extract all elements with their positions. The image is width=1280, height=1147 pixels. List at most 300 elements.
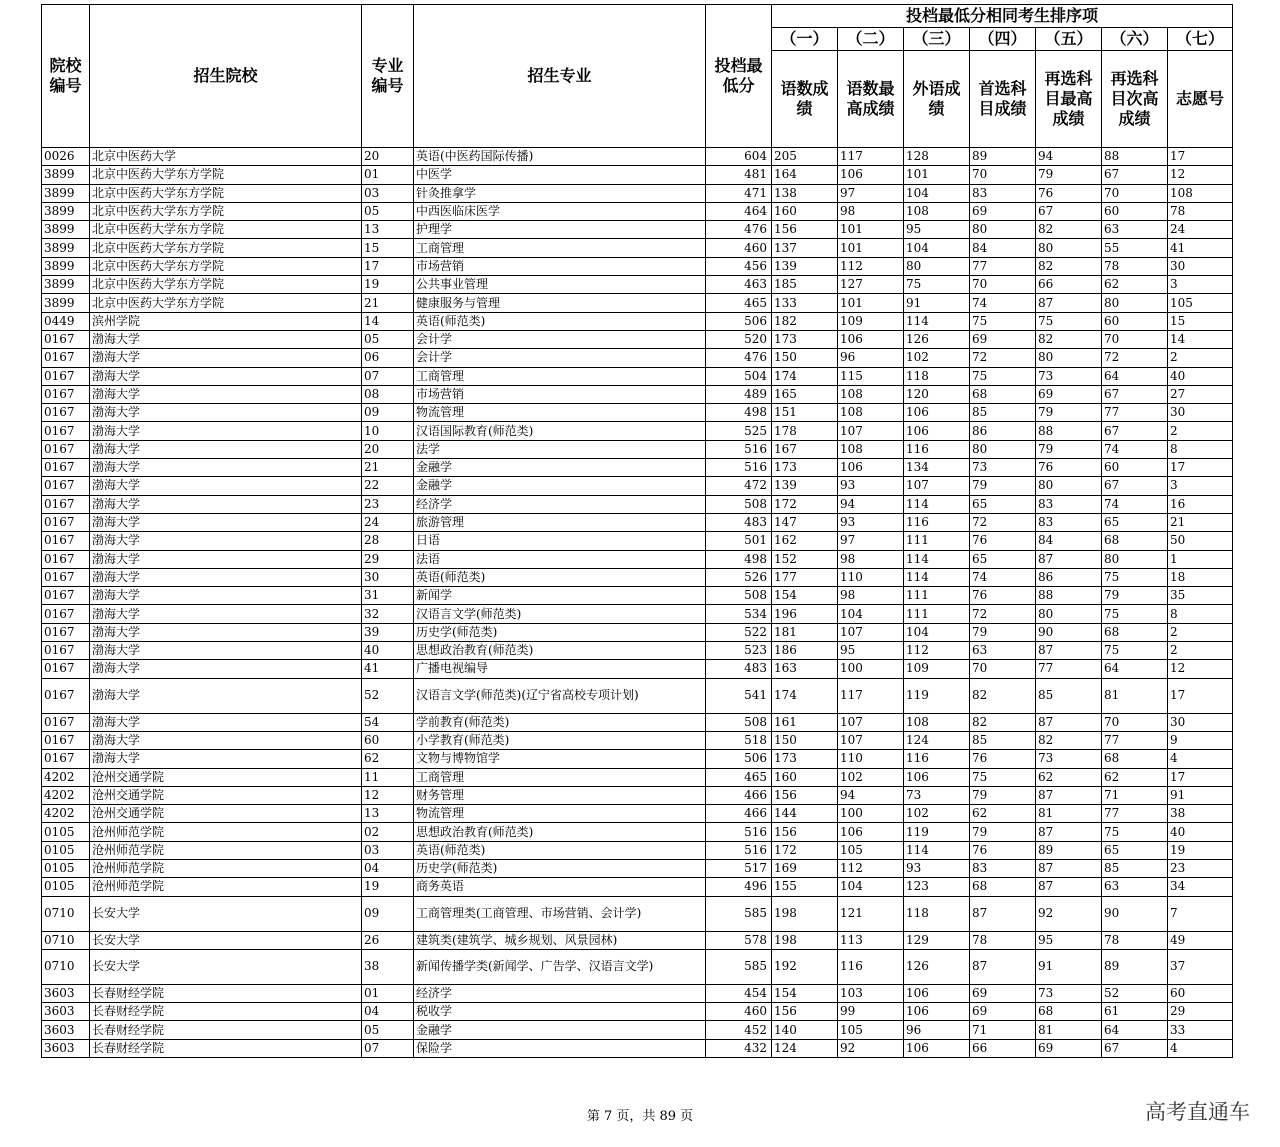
cell-major-code: 03	[362, 184, 414, 202]
cell-score-1: 124	[772, 1039, 838, 1057]
cell-min-score: 508	[706, 587, 772, 605]
cell-score-6: 68	[1102, 750, 1168, 768]
cell-score-4: 89	[970, 148, 1036, 166]
cell-major-code: 19	[362, 276, 414, 294]
cell-school-code: 0167	[42, 605, 90, 623]
cell-min-score: 522	[706, 623, 772, 641]
cell-major-code: 08	[362, 385, 414, 403]
cell-score-2: 105	[838, 841, 904, 859]
cell-school-name: 沧州师范学院	[90, 823, 362, 841]
cell-score-5: 82	[1036, 330, 1102, 348]
cell-score-5: 62	[1036, 768, 1102, 786]
cell-score-2: 94	[838, 786, 904, 804]
cell-score-4: 69	[970, 984, 1036, 1002]
cell-score-3: 107	[904, 477, 970, 495]
cell-major-name: 税收学	[414, 1003, 706, 1021]
cell-score-6: 62	[1102, 276, 1168, 294]
admission-score-table	[41, 4, 1233, 1058]
cell-score-6: 88	[1102, 148, 1168, 166]
cell-major-code: 04	[362, 859, 414, 877]
cell-school-code: 0167	[42, 623, 90, 641]
cell-school-code: 3603	[42, 1021, 90, 1039]
table-row	[42, 713, 1233, 731]
cell-score-7: 3	[1168, 276, 1233, 294]
header-sub-2: 语数最高成绩	[838, 51, 904, 148]
cell-score-7: 30	[1168, 713, 1233, 731]
cell-score-4: 63	[970, 642, 1036, 660]
cell-score-4: 82	[970, 678, 1036, 713]
cell-score-7: 24	[1168, 221, 1233, 239]
cell-score-6: 74	[1102, 440, 1168, 458]
cell-school-name: 北京中医药大学东方学院	[90, 166, 362, 184]
cell-min-score: 464	[706, 202, 772, 220]
cell-score-2: 99	[838, 1003, 904, 1021]
cell-school-name: 渤海大学	[90, 330, 362, 348]
cell-score-5: 91	[1036, 949, 1102, 984]
cell-score-7: 21	[1168, 513, 1233, 531]
cell-score-5: 69	[1036, 1039, 1102, 1057]
cell-score-5: 82	[1036, 221, 1102, 239]
cell-school-name: 渤海大学	[90, 678, 362, 713]
cell-score-3: 114	[904, 568, 970, 586]
table-row	[42, 678, 1233, 713]
cell-score-7: 37	[1168, 949, 1233, 984]
header-min-score: 投档最低分	[706, 5, 772, 148]
cell-score-6: 67	[1102, 477, 1168, 495]
cell-score-1: 192	[772, 949, 838, 984]
header-sub-4: 首选科目成绩	[970, 51, 1036, 148]
cell-min-score: 516	[706, 459, 772, 477]
cell-major-code: 24	[362, 513, 414, 531]
cell-score-4: 69	[970, 202, 1036, 220]
cell-score-4: 78	[970, 931, 1036, 949]
cell-score-6: 60	[1102, 202, 1168, 220]
cell-score-7: 15	[1168, 312, 1233, 330]
cell-score-5: 80	[1036, 239, 1102, 257]
cell-school-code: 0105	[42, 841, 90, 859]
cell-min-score: 481	[706, 166, 772, 184]
cell-score-6: 68	[1102, 532, 1168, 550]
cell-school-code: 0167	[42, 495, 90, 513]
cell-min-score: 498	[706, 550, 772, 568]
cell-score-1: 156	[772, 221, 838, 239]
cell-score-3: 95	[904, 221, 970, 239]
cell-score-4: 66	[970, 1039, 1036, 1057]
cell-min-score: 476	[706, 349, 772, 367]
cell-school-name: 渤海大学	[90, 513, 362, 531]
cell-score-3: 104	[904, 239, 970, 257]
cell-score-3: 126	[904, 330, 970, 348]
cell-score-7: 18	[1168, 568, 1233, 586]
cell-score-6: 75	[1102, 823, 1168, 841]
cell-score-1: 150	[772, 349, 838, 367]
cell-score-2: 127	[838, 276, 904, 294]
cell-school-name: 渤海大学	[90, 422, 362, 440]
cell-school-name: 北京中医药大学	[90, 148, 362, 166]
cell-min-score: 604	[706, 148, 772, 166]
cell-score-3: 96	[904, 1021, 970, 1039]
cell-school-code: 3899	[42, 294, 90, 312]
cell-score-5: 76	[1036, 459, 1102, 477]
cell-school-name: 渤海大学	[90, 731, 362, 749]
cell-score-6: 90	[1102, 896, 1168, 931]
cell-min-score: 518	[706, 731, 772, 749]
cell-school-name: 渤海大学	[90, 349, 362, 367]
cell-score-7: 7	[1168, 896, 1233, 931]
cell-score-1: 133	[772, 294, 838, 312]
cell-school-name: 渤海大学	[90, 660, 362, 678]
table-row	[42, 805, 1233, 823]
cell-major-name: 英语(师范类)	[414, 312, 706, 330]
table-row	[42, 878, 1233, 896]
cell-major-code: 60	[362, 731, 414, 749]
cell-score-3: 111	[904, 587, 970, 605]
cell-score-3: 109	[904, 660, 970, 678]
cell-score-7: 8	[1168, 605, 1233, 623]
cell-score-5: 67	[1036, 202, 1102, 220]
cell-score-1: 139	[772, 257, 838, 275]
cell-school-code: 0167	[42, 587, 90, 605]
cell-score-1: 198	[772, 896, 838, 931]
cell-score-4: 73	[970, 459, 1036, 477]
cell-score-5: 87	[1036, 823, 1102, 841]
cell-score-3: 102	[904, 805, 970, 823]
cell-school-name: 长安大学	[90, 949, 362, 984]
cell-score-4: 75	[970, 768, 1036, 786]
cell-major-code: 13	[362, 221, 414, 239]
cell-score-4: 77	[970, 257, 1036, 275]
cell-school-code: 0449	[42, 312, 90, 330]
cell-score-7: 17	[1168, 768, 1233, 786]
cell-major-code: 39	[362, 623, 414, 641]
cell-score-1: 182	[772, 312, 838, 330]
table-row	[42, 440, 1233, 458]
cell-major-name: 经济学	[414, 984, 706, 1002]
cell-min-score: 508	[706, 495, 772, 513]
table-row	[42, 294, 1233, 312]
cell-score-3: 114	[904, 550, 970, 568]
cell-major-name: 金融学	[414, 1021, 706, 1039]
cell-score-4: 69	[970, 1003, 1036, 1021]
cell-score-4: 85	[970, 404, 1036, 422]
cell-score-5: 88	[1036, 422, 1102, 440]
cell-score-2: 94	[838, 495, 904, 513]
cell-major-code: 05	[362, 330, 414, 348]
cell-major-code: 07	[362, 367, 414, 385]
cell-score-1: 155	[772, 878, 838, 896]
cell-school-code: 0167	[42, 731, 90, 749]
cell-score-1: 177	[772, 568, 838, 586]
cell-major-code: 15	[362, 239, 414, 257]
cell-major-code: 23	[362, 495, 414, 513]
cell-major-code: 11	[362, 768, 414, 786]
cell-major-code: 02	[362, 823, 414, 841]
cell-min-score: 526	[706, 568, 772, 586]
cell-score-3: 119	[904, 823, 970, 841]
cell-score-6: 75	[1102, 568, 1168, 586]
cell-score-1: 181	[772, 623, 838, 641]
cell-score-5: 87	[1036, 878, 1102, 896]
cell-score-6: 80	[1102, 294, 1168, 312]
cell-score-3: 93	[904, 859, 970, 877]
cell-score-6: 67	[1102, 385, 1168, 403]
cell-major-code: 52	[362, 678, 414, 713]
table-row	[42, 239, 1233, 257]
cell-score-5: 87	[1036, 713, 1102, 731]
cell-score-6: 60	[1102, 312, 1168, 330]
table-row	[42, 276, 1233, 294]
cell-score-1: 160	[772, 768, 838, 786]
cell-min-score: 489	[706, 385, 772, 403]
cell-school-code: 0167	[42, 713, 90, 731]
cell-major-code: 21	[362, 294, 414, 312]
cell-score-6: 67	[1102, 422, 1168, 440]
cell-major-name: 经济学	[414, 495, 706, 513]
cell-min-score: 472	[706, 477, 772, 495]
cell-score-4: 76	[970, 750, 1036, 768]
cell-score-5: 75	[1036, 312, 1102, 330]
cell-score-3: 106	[904, 1003, 970, 1021]
cell-score-1: 205	[772, 148, 838, 166]
table-row	[42, 532, 1233, 550]
cell-major-code: 22	[362, 477, 414, 495]
table-row	[42, 623, 1233, 641]
cell-major-name: 中西医临床医学	[414, 202, 706, 220]
cell-score-1: 163	[772, 660, 838, 678]
cell-school-name: 长春财经学院	[90, 984, 362, 1002]
cell-major-name: 会计学	[414, 330, 706, 348]
cell-min-score: 516	[706, 440, 772, 458]
cell-score-3: 124	[904, 731, 970, 749]
cell-school-name: 渤海大学	[90, 623, 362, 641]
header-order-4: （四）	[970, 28, 1036, 51]
cell-major-name: 英语(中医药国际传播)	[414, 148, 706, 166]
cell-score-1: 156	[772, 823, 838, 841]
cell-min-score: 432	[706, 1039, 772, 1057]
cell-score-1: 185	[772, 276, 838, 294]
cell-score-1: 165	[772, 385, 838, 403]
table-row	[42, 550, 1233, 568]
table-row	[42, 568, 1233, 586]
table-row	[42, 859, 1233, 877]
cell-score-4: 75	[970, 312, 1036, 330]
cell-school-code: 0026	[42, 148, 90, 166]
cell-score-6: 52	[1102, 984, 1168, 1002]
cell-score-5: 87	[1036, 550, 1102, 568]
cell-score-4: 82	[970, 713, 1036, 731]
cell-major-name: 思想政治教育(师范类)	[414, 642, 706, 660]
table-row	[42, 786, 1233, 804]
cell-score-2: 107	[838, 731, 904, 749]
cell-score-5: 66	[1036, 276, 1102, 294]
cell-school-name: 沧州交通学院	[90, 786, 362, 804]
cell-score-6: 80	[1102, 550, 1168, 568]
cell-score-1: 139	[772, 477, 838, 495]
cell-score-1: 154	[772, 984, 838, 1002]
cell-major-name: 市场营销	[414, 385, 706, 403]
cell-school-code: 0167	[42, 550, 90, 568]
cell-major-name: 新闻学	[414, 587, 706, 605]
table-row	[42, 984, 1233, 1002]
cell-score-3: 104	[904, 623, 970, 641]
cell-major-name: 市场营销	[414, 257, 706, 275]
cell-major-name: 思想政治教育(师范类)	[414, 823, 706, 841]
cell-score-6: 78	[1102, 931, 1168, 949]
cell-major-code: 32	[362, 605, 414, 623]
cell-major-code: 38	[362, 949, 414, 984]
cell-major-name: 保险学	[414, 1039, 706, 1057]
cell-major-code: 62	[362, 750, 414, 768]
cell-score-7: 41	[1168, 239, 1233, 257]
cell-school-code: 3899	[42, 257, 90, 275]
cell-score-1: 186	[772, 642, 838, 660]
cell-score-6: 65	[1102, 513, 1168, 531]
cell-score-6: 74	[1102, 495, 1168, 513]
cell-score-7: 4	[1168, 750, 1233, 768]
cell-score-7: 108	[1168, 184, 1233, 202]
cell-score-7: 50	[1168, 532, 1233, 550]
cell-score-3: 106	[904, 768, 970, 786]
cell-score-2: 106	[838, 166, 904, 184]
cell-score-3: 118	[904, 367, 970, 385]
cell-score-2: 105	[838, 1021, 904, 1039]
cell-score-6: 60	[1102, 459, 1168, 477]
cell-school-name: 沧州师范学院	[90, 841, 362, 859]
cell-score-7: 34	[1168, 878, 1233, 896]
cell-major-name: 健康服务与管理	[414, 294, 706, 312]
cell-score-6: 63	[1102, 878, 1168, 896]
cell-min-score: 508	[706, 713, 772, 731]
cell-score-6: 81	[1102, 678, 1168, 713]
table-row	[42, 312, 1233, 330]
cell-school-code: 4202	[42, 786, 90, 804]
cell-major-code: 28	[362, 532, 414, 550]
cell-school-name: 渤海大学	[90, 495, 362, 513]
cell-score-2: 93	[838, 513, 904, 531]
cell-school-code: 4202	[42, 768, 90, 786]
cell-score-6: 67	[1102, 166, 1168, 184]
cell-school-code: 3899	[42, 202, 90, 220]
cell-score-4: 68	[970, 385, 1036, 403]
cell-score-2: 98	[838, 202, 904, 220]
cell-score-2: 113	[838, 931, 904, 949]
cell-score-6: 65	[1102, 841, 1168, 859]
cell-score-4: 69	[970, 330, 1036, 348]
table-row	[42, 148, 1233, 166]
table-row	[42, 330, 1233, 348]
cell-score-1: 150	[772, 731, 838, 749]
cell-school-code: 3899	[42, 184, 90, 202]
table-row	[42, 404, 1233, 422]
cell-school-code: 3603	[42, 1039, 90, 1057]
cell-school-name: 沧州交通学院	[90, 768, 362, 786]
cell-score-3: 104	[904, 184, 970, 202]
cell-score-5: 87	[1036, 642, 1102, 660]
cell-score-6: 75	[1102, 605, 1168, 623]
cell-score-6: 62	[1102, 768, 1168, 786]
cell-score-4: 72	[970, 349, 1036, 367]
cell-school-code: 3899	[42, 276, 90, 294]
cell-school-code: 0710	[42, 931, 90, 949]
cell-school-code: 3603	[42, 1003, 90, 1021]
cell-score-3: 134	[904, 459, 970, 477]
table-row	[42, 1039, 1233, 1057]
cell-score-6: 64	[1102, 1021, 1168, 1039]
cell-score-2: 108	[838, 385, 904, 403]
cell-school-name: 渤海大学	[90, 550, 362, 568]
cell-major-name: 文物与博物馆学	[414, 750, 706, 768]
cell-school-name: 北京中医药大学东方学院	[90, 257, 362, 275]
cell-score-6: 70	[1102, 184, 1168, 202]
cell-score-6: 78	[1102, 257, 1168, 275]
cell-score-4: 80	[970, 221, 1036, 239]
cell-score-3: 112	[904, 642, 970, 660]
cell-score-3: 116	[904, 750, 970, 768]
cell-score-5: 94	[1036, 148, 1102, 166]
cell-school-code: 0167	[42, 422, 90, 440]
header-order-3: （三）	[904, 28, 970, 51]
cell-score-7: 17	[1168, 148, 1233, 166]
cell-min-score: 496	[706, 878, 772, 896]
cell-school-name: 沧州交通学院	[90, 805, 362, 823]
cell-major-code: 20	[362, 148, 414, 166]
cell-major-name: 历史学(师范类)	[414, 859, 706, 877]
cell-school-code: 0167	[42, 568, 90, 586]
cell-score-5: 69	[1036, 385, 1102, 403]
cell-school-code: 3899	[42, 239, 90, 257]
cell-score-7: 30	[1168, 404, 1233, 422]
header-sub-1: 语数成绩	[772, 51, 838, 148]
cell-school-name: 渤海大学	[90, 750, 362, 768]
table-row	[42, 202, 1233, 220]
cell-score-3: 108	[904, 202, 970, 220]
cell-school-code: 4202	[42, 805, 90, 823]
cell-score-5: 87	[1036, 859, 1102, 877]
cell-score-7: 30	[1168, 257, 1233, 275]
cell-score-4: 70	[970, 166, 1036, 184]
cell-school-code: 0105	[42, 859, 90, 877]
table-row	[42, 841, 1233, 859]
cell-score-4: 72	[970, 513, 1036, 531]
cell-major-name: 物流管理	[414, 404, 706, 422]
cell-major-code: 41	[362, 660, 414, 678]
cell-score-4: 65	[970, 495, 1036, 513]
cell-school-name: 渤海大学	[90, 605, 362, 623]
cell-score-5: 85	[1036, 678, 1102, 713]
cell-score-3: 114	[904, 495, 970, 513]
cell-score-6: 77	[1102, 731, 1168, 749]
cell-min-score: 471	[706, 184, 772, 202]
cell-score-7: 9	[1168, 731, 1233, 749]
cell-major-name: 法学	[414, 440, 706, 458]
cell-score-1: 174	[772, 367, 838, 385]
header-school-code: 院校编号	[42, 5, 90, 148]
cell-major-name: 汉语国际教育(师范类)	[414, 422, 706, 440]
table-row	[42, 1021, 1233, 1039]
header-order-5: （五）	[1036, 28, 1102, 51]
cell-major-code: 21	[362, 459, 414, 477]
cell-score-4: 79	[970, 786, 1036, 804]
cell-school-name: 北京中医药大学东方学院	[90, 221, 362, 239]
cell-major-name: 汉语言文学(师范类)	[414, 605, 706, 623]
cell-school-name: 渤海大学	[90, 477, 362, 495]
cell-school-name: 渤海大学	[90, 385, 362, 403]
table-row	[42, 257, 1233, 275]
table-row	[42, 750, 1233, 768]
cell-score-3: 111	[904, 605, 970, 623]
cell-score-3: 106	[904, 422, 970, 440]
cell-score-1: 144	[772, 805, 838, 823]
